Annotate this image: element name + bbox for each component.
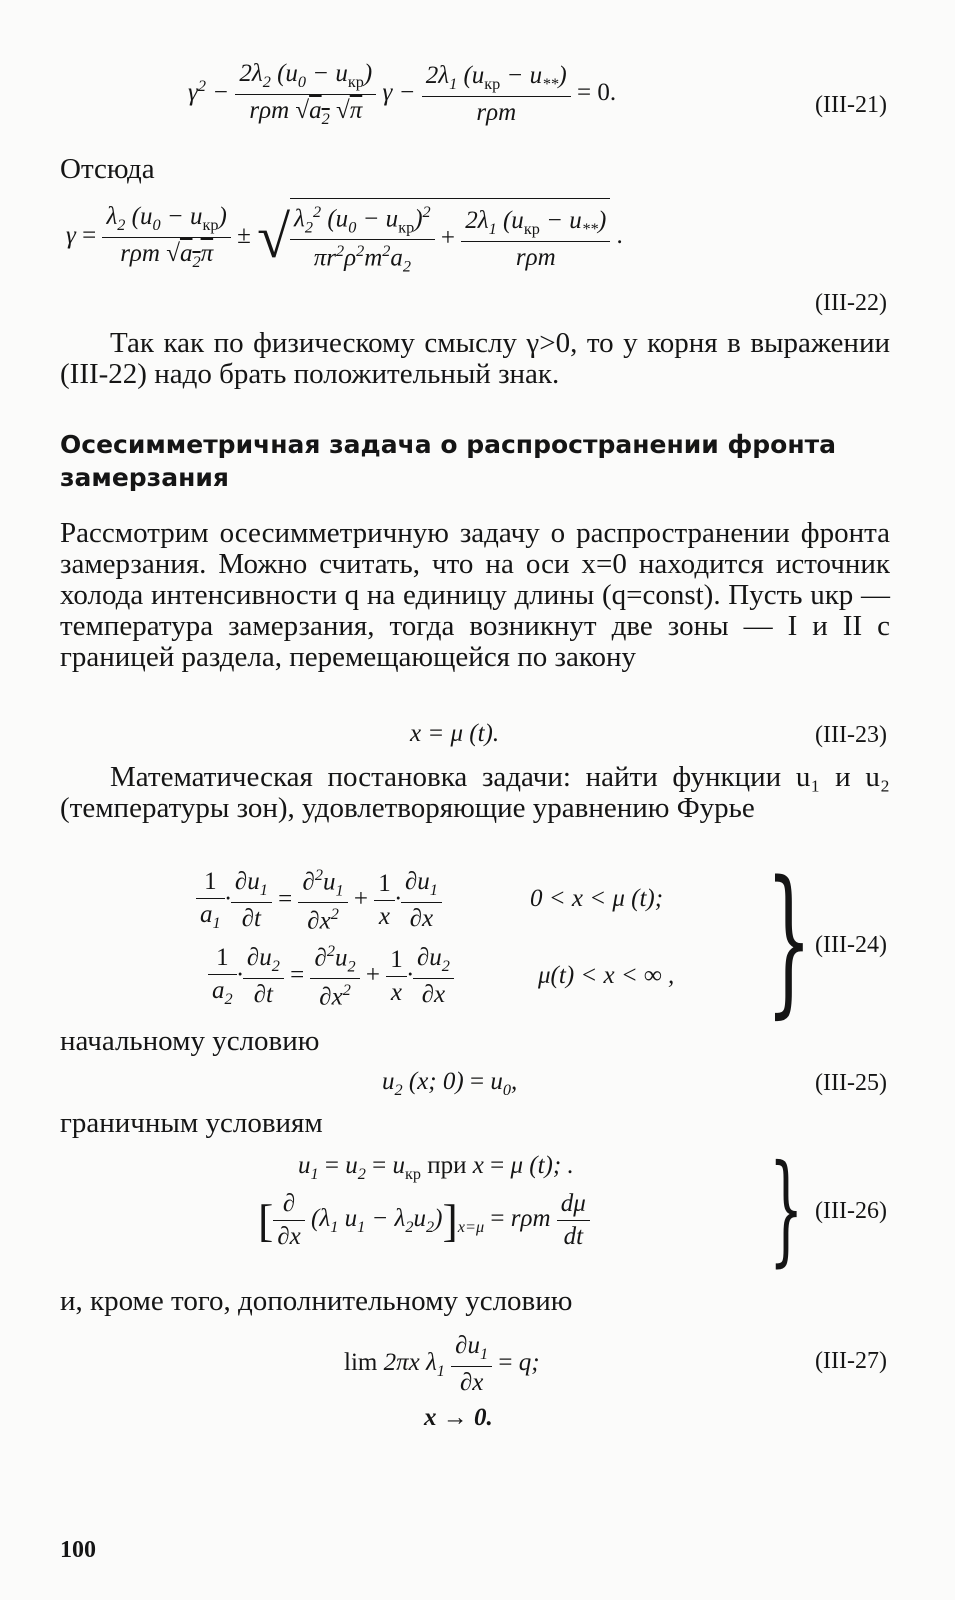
equation-iii-24-line1: $\frac{1}{a_1}$ · $\frac{\partial u_1}{\partial t}$ = $\frac{\partial^2u_1}{\partial x^2}$ + $\frac{1}{x}$ · $\frac{\partial u_1}{\partial x}$: [196, 866, 442, 936]
equation-iii-22: γ = $\frac{\lambda_2 (u_0 - u_{кр})}{r\rho m √a_2\pi}$ ± √ $\frac{\lambda_2^2 (u_0 - u_{кр})^2}{\pi r^2\rho^2m^2a_2}$ + $\frac{2\lambda_1 (u_{кр} - u_{**})}{\text{rρm}}$ .: [66, 198, 623, 277]
equation-iii-23: x = μ (t).: [410, 720, 500, 747]
paragraph-otsyuda: Отсюда: [60, 153, 155, 185]
equation-number: (III-22): [815, 290, 887, 316]
equation-iii-26-line2: [ $\frac{\partial}{\partial x}$ ($\lambda_1$ $u_1 - \lambda_2u_2)]_{x=\mu} = r\rho m$ $\frac{d\mu}{dt}$: [258, 1190, 590, 1251]
equation-iii-27: lim 2πx $\lambda_1$ $\frac{\partial u_1}{\partial x}$ = q;: [344, 1332, 540, 1396]
paragraph-sign: Так как по физическому смыслу γ>0, то у корня в выражении (III-22) надо брать положительный знак.: [60, 327, 890, 390]
equation-number: (III-27): [815, 1348, 887, 1374]
equation-number: (III-25): [815, 1070, 887, 1096]
equation-iii-25: $u_2$ (x; $0) = u_0$,: [382, 1068, 518, 1099]
section-heading: Осесимметричная задача о распространении фронта замерзания: [60, 430, 836, 492]
paragraph-additional: и, кроме того, дополнительному условию: [60, 1285, 573, 1317]
paragraph-initial: начальному условию: [60, 1025, 320, 1057]
equation-number: (III-26): [815, 1198, 887, 1224]
equation-number: (III-24): [815, 932, 887, 958]
equation-iii-26-line1: $u_1 = u_2 = u_{кр}$ при x = μ (t); .: [298, 1152, 574, 1183]
limit-condition: x → 0.: [424, 1404, 493, 1431]
page-number: 100: [60, 1537, 96, 1563]
paragraph-intro: Рассмотрим осесимметричную задачу о распространении фронта замерзания. Можно считать, что на оси x=0 находится источник холода интенсивности q на единицу длины (q=const). Пусть uкр — температура замерзания, тогда возникнут две зоны — I и II с границей раздела, перемещающейся по закону: [60, 517, 890, 673]
equation-iii-24-line2: $\frac{1}{a_2}$ · $\frac{\partial u_2}{\partial t}$ = $\frac{\partial^2u_2}{\partial x^2}$ + $\frac{1}{x}$ · $\frac{\partial u_2}{\partial x}$: [208, 942, 454, 1012]
paragraph-boundary: граничным условиям: [60, 1107, 323, 1139]
equation-condition: 0 < x < μ (t);: [530, 885, 664, 912]
equation-number: (III-21): [815, 92, 887, 118]
equation-condition: μ(t) < x < ∞ ,: [538, 962, 675, 989]
equation-iii-21: $\gamma^2$ − $\frac{2\lambda_2 (u_0 - u_{кр})}{r\rho m √a_2 √\pi}$ γ − $\frac{2\lambda_1 (u_{кр} - u_{**})}{\text{rρm}}$ = 0.: [188, 60, 617, 128]
paragraph-math: Математическая постановка задачи: найти функции u₁ и u₂ (температуры зон), удовлетворяющие уравнению Фурье: [60, 761, 890, 824]
brace: }: [765, 846, 812, 1033]
brace: }: [768, 1140, 804, 1279]
equation-number: (III-23): [815, 722, 887, 748]
